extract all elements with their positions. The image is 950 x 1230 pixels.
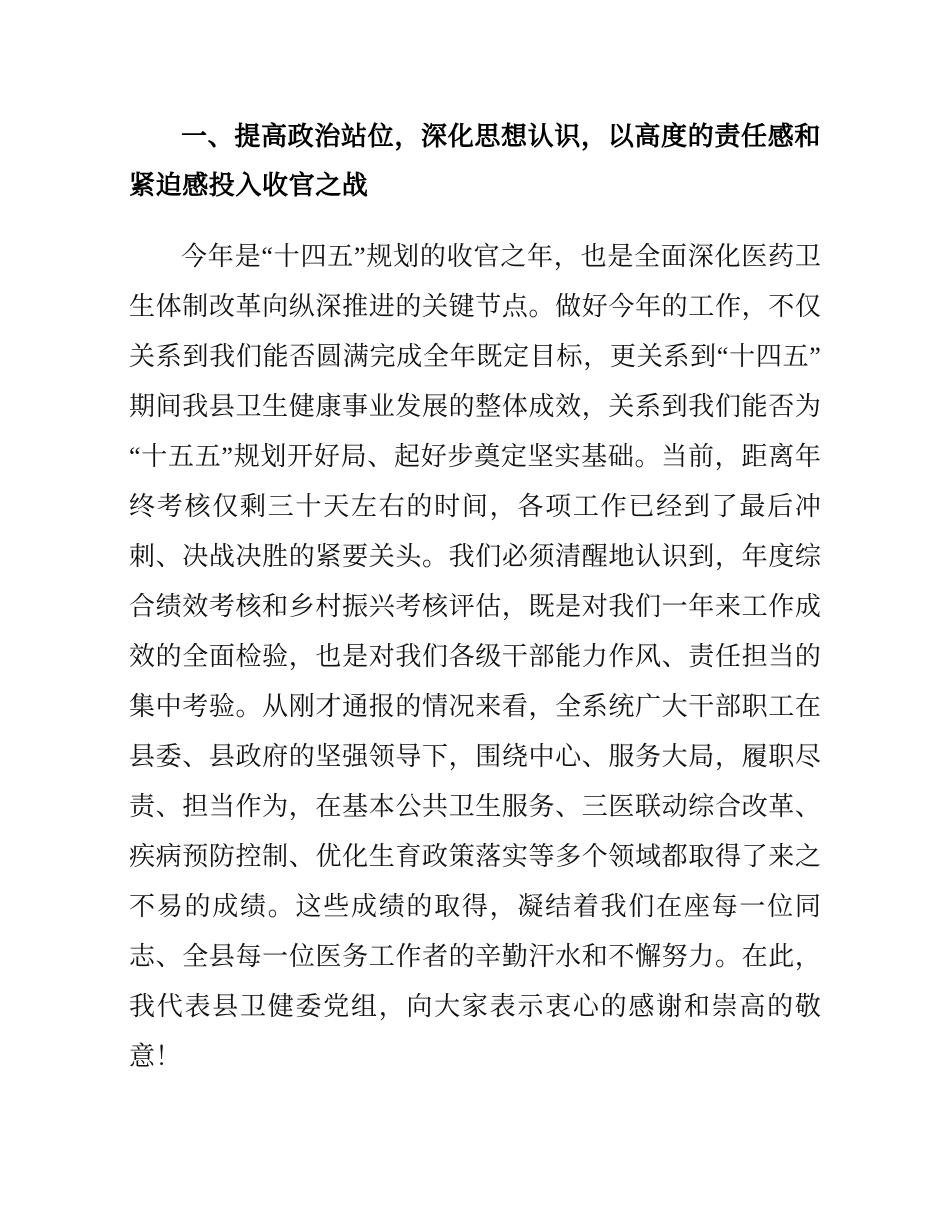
document-content-area xyxy=(129,112,821,1082)
section-heading: 一、提高政治站位，深化思想认识，以高度的责任感和紧迫感投入收官之战 xyxy=(129,121,821,200)
heading-paragraph-spacer xyxy=(129,210,821,232)
body-paragraph-1: 今年是“十四五”规划的收官之年，也是全面深化医药卫生体制改革向纵深推进的关键节点。做好今年的工作，不仅关系到我们能否圆满完成全年既定目标，更关系到“十四五”期间我县卫生健康事业发展的整体成效，关系到我们能否为“十五五”规划开好局、起好步奠定坚实基础。当前，距离年终考核仅剩三十天左右的时间，各项工作已经到了最后冲刺、决战决胜的紧要关头。我们必须清醒地认识到，年度综合绩效考核和乡村振兴考核评估，既是对我们一年来工作成效的全面检验，也是对我们各级干部能力作风、责任担当的集中考验。从刚才通报的情况来看，全系统广大干部职工在县委、县政府的坚强领导下，围绕中心、服务大局，履职尽责、担当作为，在基本公共卫生服务、三医联动综合改革、疾病预防控制、优化生育政策落实等多个领域都取得了来之不易的成绩。这些成绩的取得，凝结着我们在座每一位同志、全县每一位医务工作者的辛勤汗水和不懈努力。在此，我代表县卫健委党组，向大家表示衷心的感谢和崇高的敬意！ xyxy=(129,242,821,1071)
